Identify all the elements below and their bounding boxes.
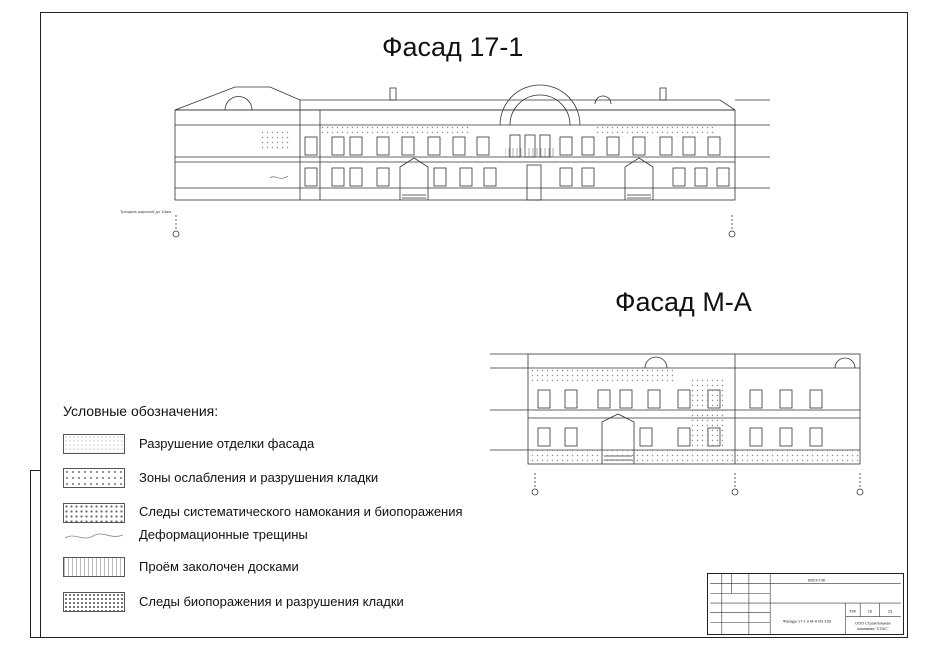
sheet-name: Фасады 17-1 и М-А М1:100 xyxy=(782,618,832,624)
facade-m-a-title: Фасад М-А xyxy=(615,287,752,317)
legend-label: Следы систематического намокания и биопоражения xyxy=(139,504,463,519)
crack-line-swatch xyxy=(63,526,125,546)
crack-note: Трещина шириной до 10мм xyxy=(120,209,172,214)
facade-17-1-drawing xyxy=(120,70,780,245)
legend-item-facade-finish xyxy=(63,434,523,456)
sheet-count: 23 xyxy=(888,608,893,614)
facade-m-a-drawing xyxy=(480,338,880,498)
legend-item-cracks xyxy=(63,526,523,548)
bio-swatch xyxy=(63,592,125,612)
facade-finish-swatch xyxy=(63,434,125,454)
facade-17-1-title: Фасад 17-1 xyxy=(382,32,524,62)
legend-item-boards xyxy=(63,557,523,579)
legend-label: Зоны ослабления и разрушения кладки xyxy=(139,470,379,485)
company-line-1: ООО Строительная xyxy=(855,620,891,626)
title-block xyxy=(707,573,904,635)
doc-code: 6/923-ТЗК xyxy=(807,577,826,583)
legend-title: Условные обозначения: xyxy=(63,403,219,419)
company-line-2: компания "СТАС" xyxy=(857,626,889,632)
legend-label: Разрушение отделки фасада xyxy=(139,436,315,451)
legend-label: Следы биопоражения и разрушения кладки xyxy=(139,594,404,609)
legend-item-masonry-weak xyxy=(63,468,523,490)
legend-item-soaking xyxy=(63,503,523,525)
sheet-number: 16 xyxy=(867,608,873,614)
legend-label: Проём заколочен досками xyxy=(139,559,299,574)
stage-code: ТЗК xyxy=(848,608,856,614)
legend-label: Деформационные трещины xyxy=(139,527,308,542)
soaking-swatch xyxy=(63,503,125,523)
boards-swatch xyxy=(63,557,125,577)
legend-item-bio xyxy=(63,592,523,614)
masonry-weak-swatch xyxy=(63,468,125,488)
side-stamp xyxy=(30,470,40,638)
